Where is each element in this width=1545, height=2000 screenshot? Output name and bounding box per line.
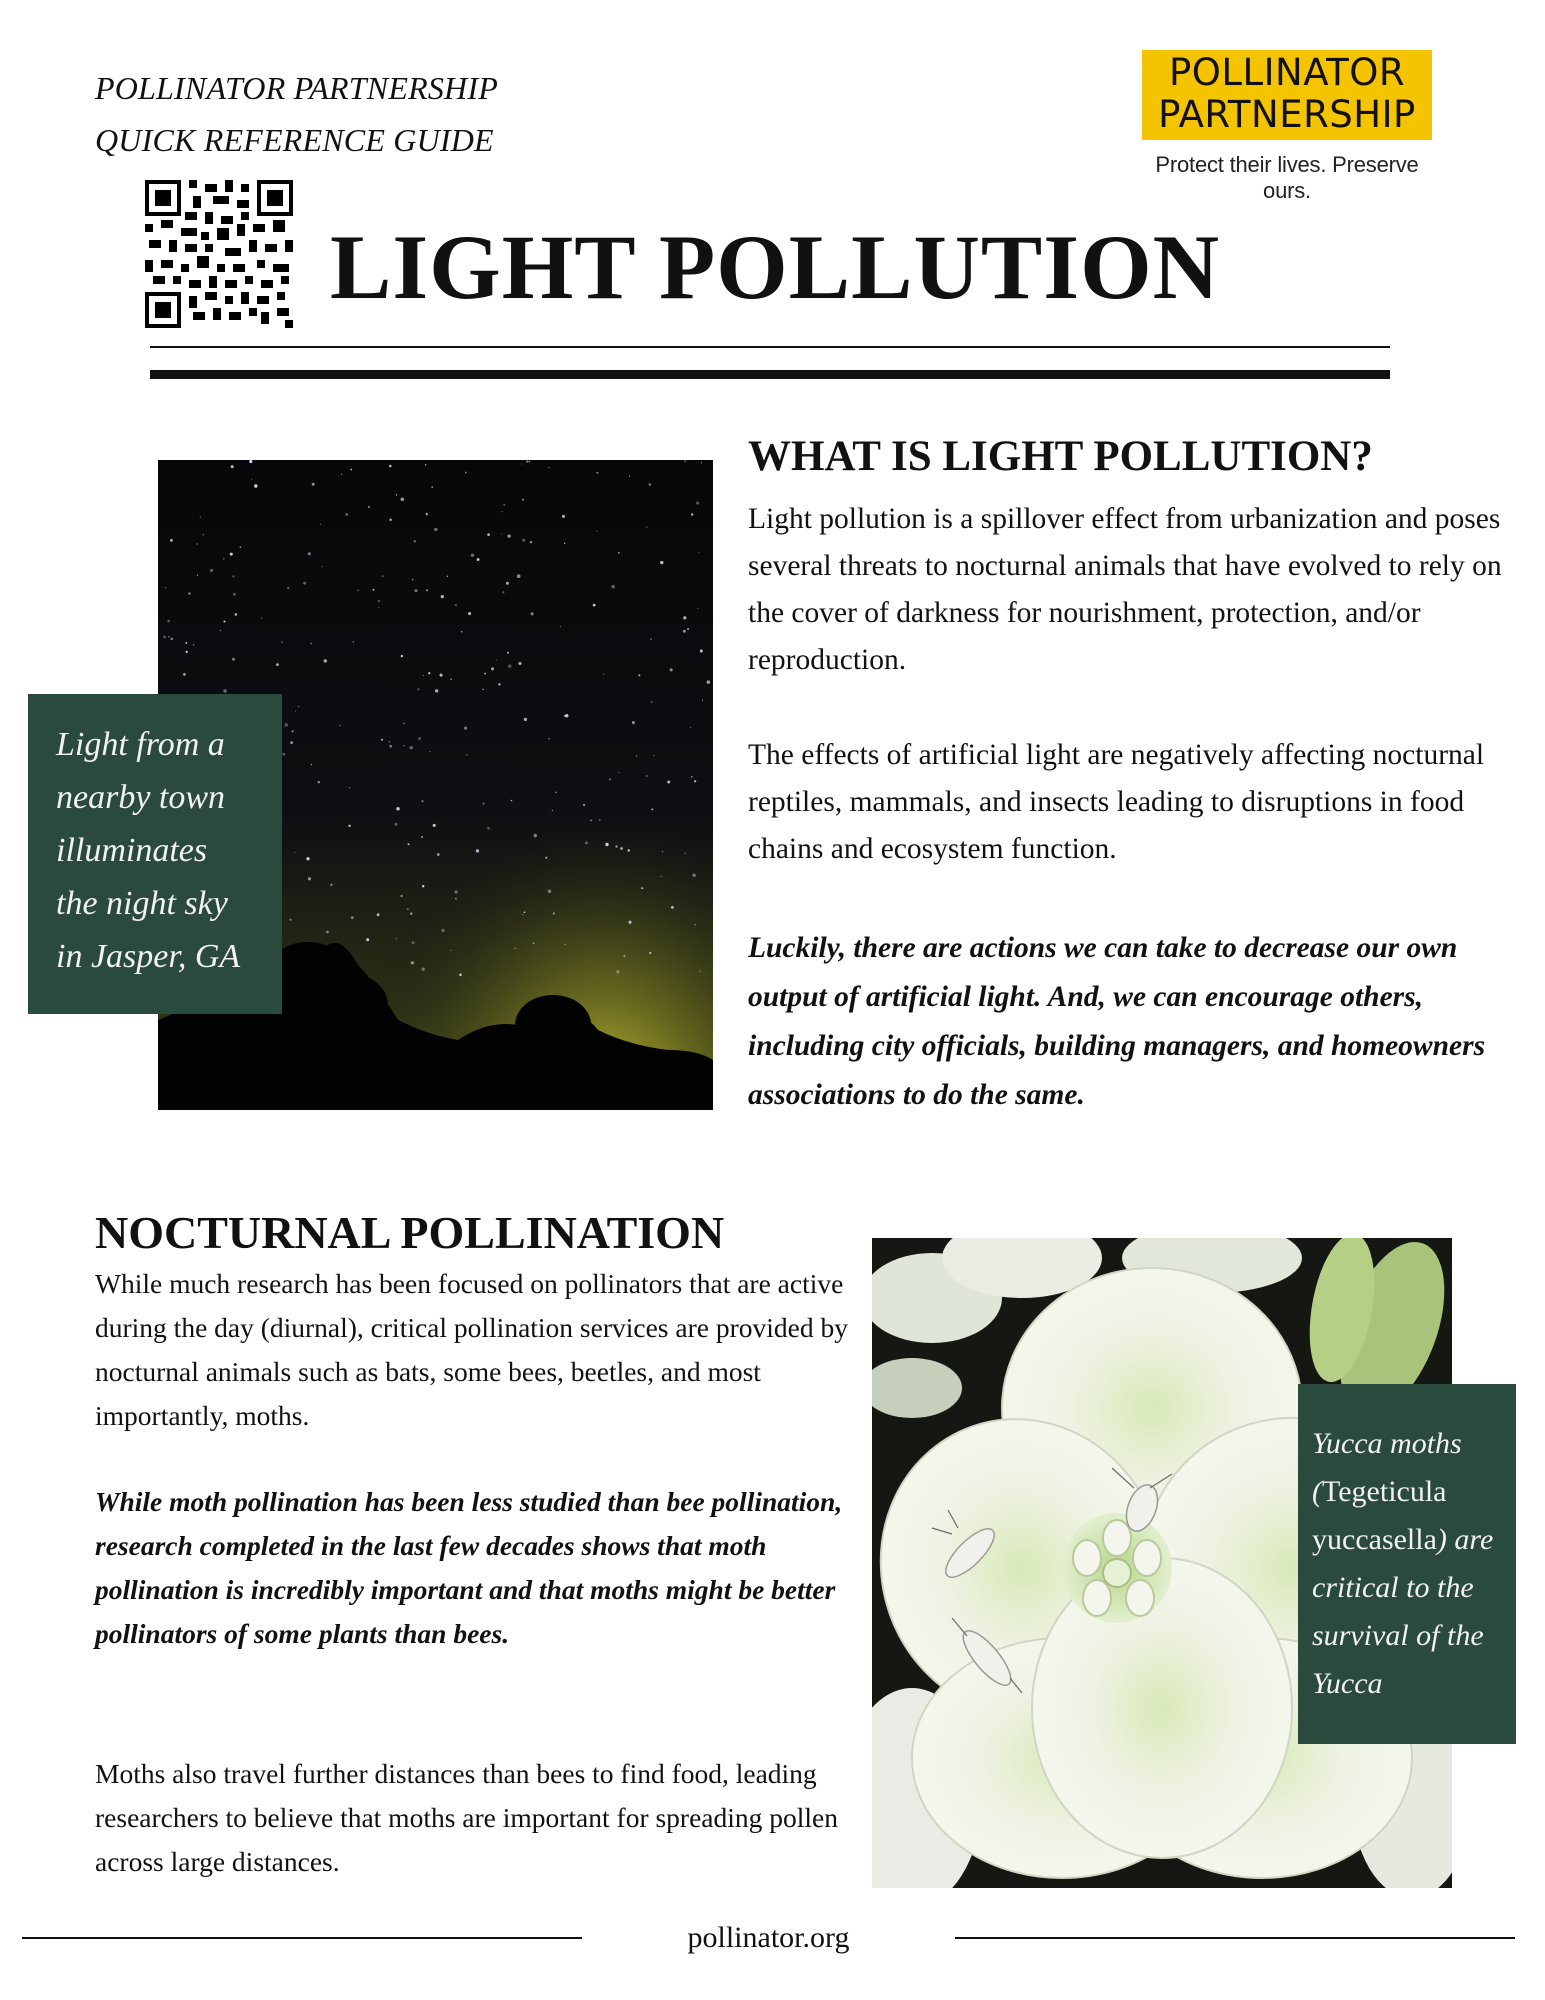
star [193, 644, 195, 646]
star [421, 836, 423, 838]
star [281, 641, 283, 643]
star [562, 515, 565, 518]
star [464, 727, 467, 730]
star [377, 913, 380, 916]
star [660, 561, 663, 564]
star [200, 516, 201, 517]
star [450, 950, 451, 951]
star [471, 554, 474, 557]
star [611, 585, 614, 588]
star [339, 725, 340, 726]
star [521, 463, 522, 464]
star [188, 592, 190, 594]
star [496, 659, 497, 660]
star [507, 534, 510, 537]
star [692, 874, 695, 877]
star [170, 539, 173, 542]
star [294, 852, 295, 853]
star [482, 689, 483, 690]
star [311, 764, 312, 765]
star [283, 753, 286, 756]
star [430, 751, 431, 752]
star [412, 579, 414, 581]
star [522, 539, 525, 542]
star [223, 620, 225, 622]
star [691, 776, 693, 778]
star [638, 674, 640, 676]
star [599, 819, 600, 820]
star [511, 800, 513, 802]
star [234, 613, 237, 616]
star [553, 913, 555, 915]
star [590, 820, 592, 822]
star [530, 541, 532, 543]
page-title: LIGHT POLLUTION [330, 216, 1221, 318]
star [526, 460, 528, 462]
star [231, 465, 234, 468]
what-paragraph-2: The effects of artificial light are negatively affecting nocturnal reptiles, mammals, and insects leading to disruptions in food chains and ecosystem function. [748, 739, 1485, 865]
star [410, 746, 413, 749]
star [628, 849, 630, 851]
caption-line: nearby town [56, 779, 226, 816]
star [417, 688, 419, 690]
caption-line: Light from a [56, 726, 225, 763]
caption-line: the night sky [56, 885, 228, 922]
caption-line: in Jasper, GA [56, 938, 241, 975]
star [498, 683, 500, 685]
star [465, 472, 467, 474]
star [389, 519, 392, 522]
star [487, 827, 490, 830]
star [165, 587, 166, 588]
star [389, 745, 392, 748]
star [609, 778, 611, 780]
star [699, 971, 701, 973]
star [683, 616, 686, 619]
star [378, 607, 379, 608]
star [414, 589, 417, 592]
star [308, 552, 311, 555]
star [707, 680, 710, 683]
star [197, 575, 198, 576]
star [196, 543, 197, 544]
star [519, 662, 522, 665]
star [403, 723, 404, 724]
star [524, 911, 526, 913]
star [691, 513, 693, 515]
star [482, 803, 484, 805]
star [508, 665, 511, 668]
star [623, 955, 625, 957]
star [425, 464, 426, 465]
star [422, 968, 425, 971]
star [389, 741, 391, 743]
star [565, 714, 568, 717]
star [695, 924, 697, 926]
star [203, 534, 204, 535]
star [461, 631, 462, 632]
star [312, 483, 315, 486]
star [534, 834, 537, 837]
star [615, 845, 617, 847]
star [437, 853, 440, 856]
star [687, 628, 689, 630]
star [700, 650, 703, 653]
star [378, 600, 381, 603]
star [232, 658, 235, 661]
star [517, 574, 521, 578]
star [529, 461, 531, 463]
star [466, 754, 467, 755]
star [555, 792, 557, 794]
qr-code-icon[interactable] [145, 180, 293, 328]
star [345, 513, 348, 516]
star [628, 921, 631, 924]
star [233, 593, 236, 596]
star [372, 589, 374, 591]
star [306, 857, 309, 860]
star [341, 474, 342, 475]
star [412, 941, 415, 944]
star [697, 608, 698, 609]
star [163, 635, 166, 638]
logo-line-1: POLLINATOR [1168, 51, 1406, 94]
star [254, 484, 257, 487]
star [450, 679, 451, 680]
star [230, 553, 233, 556]
star [548, 467, 549, 468]
star [696, 502, 699, 505]
star [671, 906, 674, 909]
star [308, 877, 311, 880]
star [514, 948, 515, 949]
star [401, 895, 403, 897]
logo-line-2: PARTNERSHIP [1158, 93, 1416, 136]
star [349, 787, 350, 788]
star [685, 853, 686, 854]
star [421, 800, 423, 802]
caption-common-name: Yucca moths [1312, 1427, 1462, 1460]
star [441, 595, 444, 598]
star [651, 701, 653, 703]
star [484, 673, 486, 675]
star [531, 612, 534, 615]
star [702, 700, 703, 701]
star [310, 642, 312, 644]
star [455, 890, 458, 893]
star [186, 651, 188, 653]
star [410, 912, 413, 915]
guide-label-line-1: POLLINATOR PARTNERSHIP [95, 70, 498, 106]
star [667, 780, 670, 783]
star [434, 528, 437, 531]
title-divider-thick [150, 370, 1390, 379]
star [491, 667, 494, 670]
star [324, 659, 327, 662]
star [232, 575, 234, 577]
star [636, 755, 638, 757]
star [651, 808, 653, 810]
star [507, 652, 509, 654]
star [210, 569, 213, 572]
star [641, 887, 643, 889]
star [368, 506, 370, 508]
star [170, 638, 173, 641]
what-paragraph-3: Luckily, there are actions we can take to decrease our own output of artificial light. And, we can encourage others, including city officials, building managers, and homeowners associations to do the same. [748, 932, 1486, 1111]
star [522, 499, 524, 501]
star [455, 898, 457, 900]
star [596, 472, 598, 474]
star [276, 663, 279, 666]
star [431, 486, 433, 488]
logo-wordmark [1142, 50, 1432, 140]
nocturnal-paragraph-2: While moth pollination has been less studied than bee pollination, research completed in the last few decades shows that moth pollination is incredibly important and that moths might be better pollinators of some plants than bees. [95, 1486, 843, 1649]
star [650, 638, 652, 640]
guide-label-line-2: QUICK REFERENCE GUIDE [95, 122, 494, 158]
star [477, 558, 480, 561]
star [447, 576, 448, 577]
section-heading-nocturnal: NOCTURNAL POLLINATION [95, 1207, 725, 1258]
star [168, 636, 169, 637]
star [320, 524, 321, 525]
star [646, 775, 647, 776]
star [683, 630, 686, 633]
star [694, 780, 696, 782]
star [503, 504, 505, 506]
star [251, 479, 252, 480]
star [660, 876, 661, 877]
night-photo-caption [28, 694, 282, 1014]
nocturnal-paragraph-3: Moths also travel further distances than bees to find food, leading researchers to believe that moths are important for spreading pollen across large distances. [95, 1758, 838, 1877]
section-heading-what-is: WHAT IS LIGHT POLLUTION? [748, 433, 1373, 480]
star [348, 825, 350, 827]
star [318, 781, 320, 783]
star [289, 919, 291, 921]
star [603, 674, 604, 675]
star [303, 582, 306, 585]
star [548, 738, 549, 739]
star [596, 530, 597, 531]
star [396, 494, 397, 495]
star [649, 483, 652, 486]
star [414, 540, 416, 542]
star [646, 527, 647, 528]
star [552, 810, 553, 811]
caption-paren-open: ( [1312, 1475, 1322, 1508]
pollinator-partnership-logo[interactable] [1142, 50, 1442, 204]
star [423, 675, 424, 676]
star [366, 938, 369, 941]
star [684, 460, 686, 462]
caption-description: are critical to the survival of the Yucca [1312, 1523, 1494, 1700]
star [389, 465, 392, 468]
star [382, 575, 384, 577]
title-divider-thin [150, 346, 1390, 348]
star [223, 689, 226, 692]
star [476, 849, 479, 852]
star [401, 497, 405, 501]
star [290, 741, 293, 744]
caption-scientific-name: Tegeticula yuccasella [1312, 1475, 1447, 1556]
star [298, 706, 299, 707]
star [619, 772, 620, 773]
star [395, 823, 398, 826]
star [183, 673, 186, 676]
star [426, 513, 428, 515]
star [593, 604, 596, 607]
yucca-photo-caption [1298, 1384, 1516, 1744]
star [620, 847, 623, 850]
star [418, 737, 421, 740]
star [524, 718, 527, 721]
star [285, 723, 289, 727]
star [522, 914, 524, 916]
star [240, 546, 242, 548]
star [396, 938, 397, 939]
star [403, 745, 404, 746]
star [167, 620, 170, 623]
star [401, 655, 403, 657]
footer-website-link[interactable]: pollinator.org [687, 1921, 850, 1954]
guide-label [95, 62, 498, 166]
star [670, 668, 673, 671]
star [287, 587, 289, 589]
footer-divider-left [22, 1937, 582, 1939]
star [468, 612, 471, 615]
star [185, 642, 187, 644]
star [407, 908, 409, 910]
star [618, 552, 620, 554]
star [261, 618, 262, 619]
star [435, 689, 438, 692]
star [632, 721, 635, 724]
star [564, 543, 565, 544]
footer-divider-right [955, 1937, 1515, 1939]
star [585, 842, 588, 845]
star [326, 931, 329, 934]
star [330, 884, 332, 886]
star [249, 460, 252, 463]
star [428, 672, 430, 674]
star [605, 843, 608, 846]
star [501, 534, 502, 535]
star [295, 711, 296, 712]
star [629, 476, 630, 477]
star [350, 469, 352, 471]
star [223, 558, 225, 560]
star [422, 885, 424, 887]
star [560, 626, 561, 627]
star [439, 674, 442, 677]
logo-tagline: Protect their lives. Preserve ours. [1155, 152, 1419, 203]
star [441, 929, 445, 933]
star [411, 961, 414, 964]
star [321, 566, 322, 567]
star [690, 727, 691, 728]
star [662, 851, 663, 852]
star [701, 462, 702, 463]
star [357, 589, 359, 591]
star [698, 552, 699, 553]
star [548, 889, 552, 893]
star [649, 952, 651, 954]
star [459, 973, 462, 976]
caption-paren-close: ) [1436, 1523, 1447, 1556]
star [506, 582, 509, 585]
star [545, 857, 547, 859]
what-paragraph-1: Light pollution is a spillover effect from urbanization and poses several threats to nocturnal animals that have evolved to rely on the cover of darkness for nourishment, protection, and/or reproduction. [748, 503, 1502, 676]
star [353, 641, 354, 642]
caption-line: illuminates [56, 832, 208, 869]
star [616, 970, 619, 973]
star [351, 916, 354, 919]
star [654, 755, 655, 756]
star [433, 824, 436, 827]
star [487, 533, 490, 536]
star [408, 843, 410, 845]
star [565, 944, 566, 945]
star [426, 589, 428, 591]
star [501, 511, 502, 512]
star [533, 943, 534, 944]
star [396, 807, 400, 811]
nocturnal-paragraph-1: While much research has been focused on pollinators that are active during the day (diurnal), critical pollination services are provided by nocturnal animals such as bats, some bees, beetles, and most importantly, moths. [95, 1268, 848, 1431]
star [291, 730, 293, 732]
star [381, 739, 383, 741]
star [220, 630, 221, 631]
star [455, 604, 457, 606]
star [583, 804, 585, 806]
star [502, 591, 504, 593]
